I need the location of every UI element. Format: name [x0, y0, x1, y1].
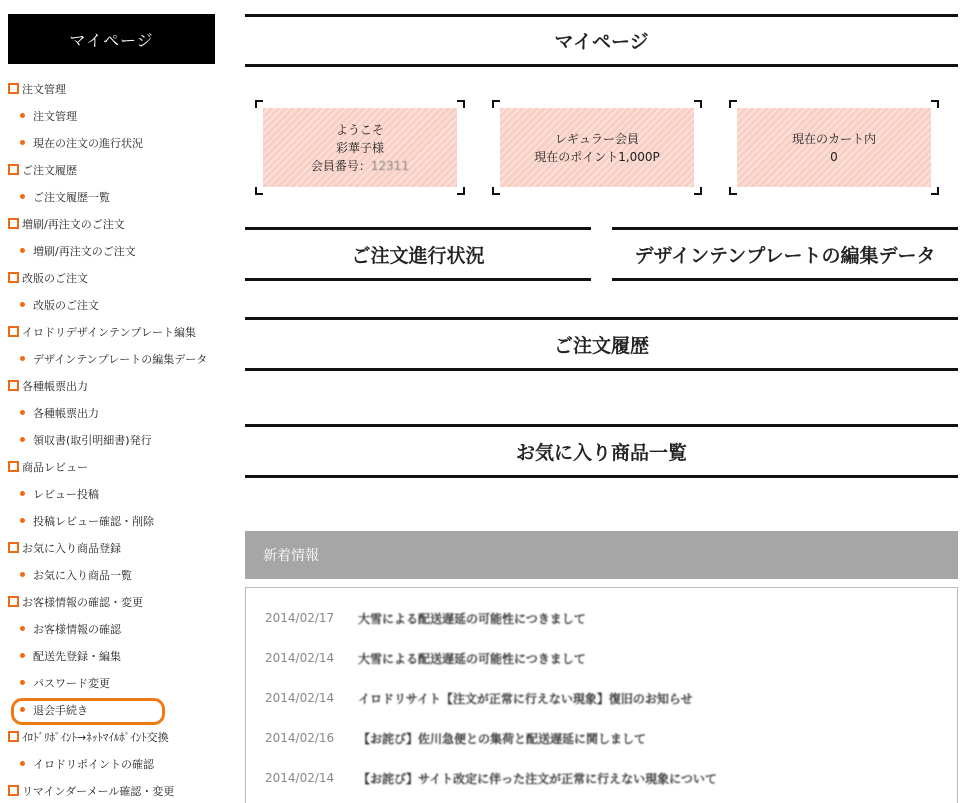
- sidebar-category[interactable]: [8, 588, 233, 615]
- sidebar-link[interactable]: [8, 426, 233, 453]
- news-item[interactable]: [265, 768, 717, 788]
- points-balance: 現在のポイント1,000P: [534, 149, 660, 164]
- sidebar-item-label: 各種帳票出力: [22, 379, 88, 393]
- dot-bullet-icon: [20, 653, 25, 658]
- sidebar-menu: [8, 75, 233, 803]
- dot-bullet-icon: [20, 248, 25, 253]
- favorites-link[interactable]: お気に入り商品一覧: [245, 424, 958, 478]
- news-item[interactable]: [265, 728, 646, 748]
- sidebar-link[interactable]: [8, 102, 233, 129]
- sidebar-item-label: 増刷/再注文のご注文: [33, 244, 136, 258]
- dot-bullet-icon: [20, 491, 25, 496]
- page-title: マイページ: [245, 14, 958, 67]
- square-bullet-icon: [8, 596, 19, 607]
- dot-bullet-icon: [20, 626, 25, 631]
- member-number-value: 12311: [370, 158, 410, 173]
- sidebar-link[interactable]: [8, 345, 233, 372]
- dot-bullet-icon: [20, 437, 25, 442]
- sidebar-link[interactable]: [8, 642, 233, 669]
- square-bullet-icon: [8, 461, 19, 472]
- user-name: 彩華子様: [335, 140, 384, 155]
- sidebar-item-label: お気に入り商品一覧: [33, 568, 132, 582]
- sidebar-category[interactable]: [8, 210, 233, 237]
- order-status-link[interactable]: ご注文進行状況: [245, 227, 591, 281]
- sidebar-category[interactable]: [8, 318, 233, 345]
- news-date: 2014/02/14: [265, 771, 335, 785]
- sidebar-link[interactable]: [8, 669, 233, 696]
- sidebar-category[interactable]: [8, 372, 233, 399]
- sidebar-item-label: お気に入り商品登録: [22, 541, 121, 555]
- sidebar-item-label: 商品レビュー: [22, 460, 88, 474]
- dot-bullet-icon: [20, 572, 25, 577]
- sidebar-item-label: 各種帳票出力: [33, 406, 99, 420]
- sidebar-title: マイページ: [8, 14, 215, 64]
- news-title[interactable]: 【お詫び】サイト改定に伴った注文が正常に行えない現象について: [358, 771, 717, 786]
- welcome-text: ようこそ: [335, 122, 384, 137]
- sidebar-link[interactable]: [8, 237, 233, 264]
- dot-bullet-icon: [20, 356, 25, 361]
- dot-bullet-icon: [20, 680, 25, 685]
- sidebar-link[interactable]: [8, 183, 233, 210]
- sidebar-item-label: ｲﾛﾄﾞﾘﾎﾟｲﾝﾄ→ﾈｯﾄﾏｲﾙﾎﾟｲﾝﾄ交換: [22, 730, 169, 744]
- member-card: [492, 100, 702, 195]
- sidebar-item-label: 注文管理: [22, 82, 66, 96]
- sidebar-category[interactable]: [8, 777, 233, 803]
- sidebar-link[interactable]: [8, 291, 233, 318]
- dot-bullet-icon: [20, 140, 25, 145]
- sidebar-link[interactable]: [8, 129, 233, 156]
- sidebar-item-label: 配送先登録・編集: [33, 649, 121, 663]
- sidebar-item-label: 現在の注文の進行状況: [33, 136, 143, 150]
- sidebar-item-label: デザインテンプレートの編集データ: [33, 352, 208, 366]
- sidebar-link[interactable]: [8, 750, 233, 777]
- sidebar-item-label: 領収書(取引明細書)発行: [33, 433, 152, 447]
- sidebar-category[interactable]: [8, 453, 233, 480]
- dot-bullet-icon: [20, 194, 25, 199]
- sidebar-link[interactable]: [8, 399, 233, 426]
- square-bullet-icon: [8, 731, 19, 742]
- sidebar-item-label: お客様情報の確認: [33, 622, 121, 636]
- cart-card[interactable]: [729, 100, 939, 195]
- sidebar-item-label: ご注文履歴一覧: [33, 190, 110, 204]
- news-date: 2014/02/16: [265, 731, 335, 745]
- sidebar-item-label: 投稿レビュー確認・削除: [33, 514, 154, 528]
- square-bullet-icon: [8, 218, 19, 229]
- news-item[interactable]: [265, 608, 586, 628]
- news-title[interactable]: 大雪による配送遅延の可能性につきまして: [358, 651, 586, 666]
- sidebar-item-label: リマインダーメール確認・変更: [22, 784, 175, 798]
- welcome-card: [255, 100, 465, 195]
- news-list: [245, 587, 958, 803]
- sidebar-link[interactable]: [8, 561, 233, 588]
- dot-bullet-icon: [20, 113, 25, 118]
- square-bullet-icon: [8, 542, 19, 553]
- sidebar-item-label: 退会手続き: [33, 703, 88, 717]
- news-date: 2014/02/14: [265, 651, 335, 665]
- sidebar-link[interactable]: [8, 507, 233, 534]
- news-item[interactable]: [265, 648, 586, 668]
- sidebar-item-label: レビュー投稿: [33, 487, 99, 501]
- dot-bullet-icon: [20, 410, 25, 415]
- dot-bullet-icon: [20, 302, 25, 307]
- member-rank: レギュラー会員: [554, 131, 639, 146]
- sidebar-category[interactable]: [8, 534, 233, 561]
- news-date: 2014/02/14: [265, 691, 335, 705]
- member-number: 会員番号：12311: [310, 158, 410, 173]
- sidebar-link[interactable]: [8, 480, 233, 507]
- sidebar-category[interactable]: [8, 156, 233, 183]
- square-bullet-icon: [8, 785, 19, 796]
- news-date: 2014/02/17: [265, 611, 335, 625]
- sidebar-link[interactable]: [8, 615, 233, 642]
- news-item[interactable]: [265, 688, 693, 708]
- cart-count: 0: [830, 149, 838, 164]
- sidebar: [0, 0, 235, 803]
- sidebar-item-label: イロドリポイントの確認: [33, 757, 154, 771]
- dot-bullet-icon: [20, 707, 25, 712]
- sidebar-item-label: ご注文履歴: [22, 163, 77, 177]
- news-title[interactable]: 大雪による配送遅延の可能性につきまして: [358, 611, 586, 626]
- sidebar-item-label: お客様情報の確認・変更: [22, 595, 143, 609]
- square-bullet-icon: [8, 164, 19, 175]
- square-bullet-icon: [8, 272, 19, 283]
- sidebar-category[interactable]: [8, 723, 233, 750]
- square-bullet-icon: [8, 83, 19, 94]
- cart-label: 現在のカート内: [791, 131, 876, 146]
- template-data-link[interactable]: デザインテンプレートの編集データ: [612, 227, 958, 281]
- sidebar-link[interactable]: [8, 696, 233, 723]
- sidebar-item-label: イロドリデザインテンプレート編集: [22, 325, 197, 339]
- order-history-link[interactable]: ご注文履歴: [245, 317, 958, 371]
- news-title[interactable]: 【お詫び】佐川急便との集荷と配送遅延に関しまして: [358, 731, 647, 746]
- sidebar-category[interactable]: [8, 264, 233, 291]
- sidebar-item-label: 改版のご注文: [33, 298, 99, 312]
- news-title[interactable]: イロドリサイト【注文が正常に行えない現象】復旧のお知らせ: [358, 691, 693, 706]
- sidebar-item-label: 改版のご注文: [22, 271, 88, 285]
- dot-bullet-icon: [20, 761, 25, 766]
- dot-bullet-icon: [20, 518, 25, 523]
- sidebar-item-label: 増刷/再注文のご注文: [22, 217, 125, 231]
- square-bullet-icon: [8, 380, 19, 391]
- sidebar-category[interactable]: [8, 75, 233, 102]
- news-heading: 新着情報: [245, 531, 958, 579]
- sidebar-item-label: 注文管理: [33, 109, 77, 123]
- square-bullet-icon: [8, 326, 19, 337]
- sidebar-item-label: パスワード変更: [33, 676, 110, 690]
